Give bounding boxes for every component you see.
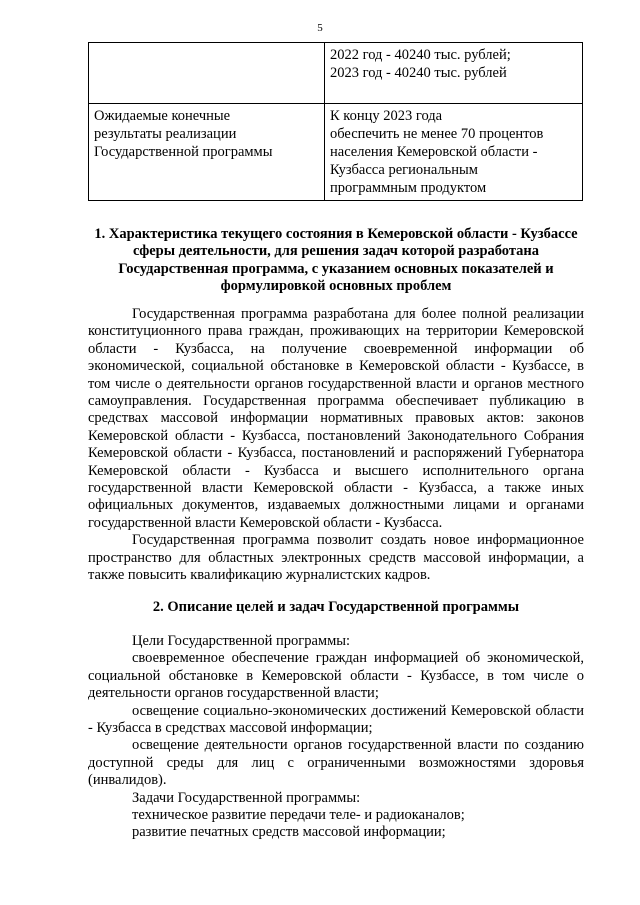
- task-item: развитие печатных средств массовой информации;: [132, 824, 446, 841]
- result-line: К концу 2023 года: [330, 108, 443, 124]
- program-passport-table: [88, 42, 583, 201]
- goal-item: своевременное обеспечение граждан информацией об экономической, социальной обстановке в Кемеровской области - Кузбассе, в том числе о деятельности органов государственной власти;: [88, 650, 584, 702]
- section-2-body: [88, 633, 584, 842]
- result-line: программным продуктом: [330, 180, 487, 196]
- label-line: Ожидаемые конечные: [94, 108, 231, 124]
- table-row: [89, 43, 583, 104]
- goal-item: освещение деятельности органов государственной власти по созданию доступной среды для лиц с ограниченными возможностями здоровья (инвалидов).: [88, 737, 584, 789]
- result-line: населения Кемеровской области -: [330, 144, 538, 160]
- paragraph: Государственная программа разработана для более полной реализации конституционного права граждан, проживающих на территории Кемеровской области - Кузбасса, на получение своевременной информации об экономической, социальной обстановке в Кемеровской области - Кузбассе, в том числе о деятельности органов государственной власти и органов местного самоуправления. Государственная программа обеспечивает публикацию в средствах массовой информации нормативных правовых актов: законов Кемеровской области - Кузбасса, постановлений Законодательного Собрания Кемеровской области - Кузбасса, постановлений и распоряжений Губернатора Кемеровской области - Кузбасса и высшего исполнительного органа государственной власти Кемеровской области - Кузбасса, а также иных официальных документов, издаваемых должностными лицами и органами государственной власти Кемеровской области - Кузбасса.: [88, 306, 584, 531]
- goals-title: Цели Государственной программы:: [132, 633, 351, 649]
- section-2-heading: 2. Описание целей и задач Государственной программы: [152, 599, 520, 615]
- section-1: [88, 226, 584, 296]
- label-line: результаты реализации: [94, 126, 237, 142]
- result-line: обеспечить не менее 70 процентов: [330, 126, 544, 142]
- goal-item: освещение социально-экономических достижений Кемеровской области - Кузбасса в средствах массовой информации;: [88, 702, 584, 737]
- table-cell-label: [89, 104, 325, 201]
- table-cell-value: [325, 43, 583, 104]
- table-cell-value: [325, 104, 583, 201]
- task-item: техническое развитие передачи теле- и радиоканалов;: [132, 807, 465, 824]
- table-cell-label: [89, 43, 325, 104]
- funding-line: 2023 год - 40240 тыс. рублей: [330, 65, 507, 81]
- label-line: Государственной программы: [94, 144, 273, 160]
- section-2: [88, 599, 584, 616]
- tasks-title: Задачи Государственной программы:: [132, 789, 361, 806]
- result-line: Кузбасса региональным: [330, 162, 478, 178]
- page-number: 5: [317, 22, 323, 34]
- paragraph: Государственная программа позволит создать новое информационное пространство для областных электронных средств массовой информации, а также повысить квалификацию журналистских кадров.: [88, 532, 584, 584]
- funding-line: 2022 год - 40240 тыс. рублей;: [330, 47, 511, 63]
- section-1-heading: 1. Характеристика текущего состояния в Кемеровской области - Кузбассе сферы деятельности, для решения задач которой разработана Государственная программа, с указанием основных показателей и формулировкой основных проблем: [94, 226, 578, 295]
- table-row: [89, 104, 583, 201]
- section-1-body: [88, 306, 584, 585]
